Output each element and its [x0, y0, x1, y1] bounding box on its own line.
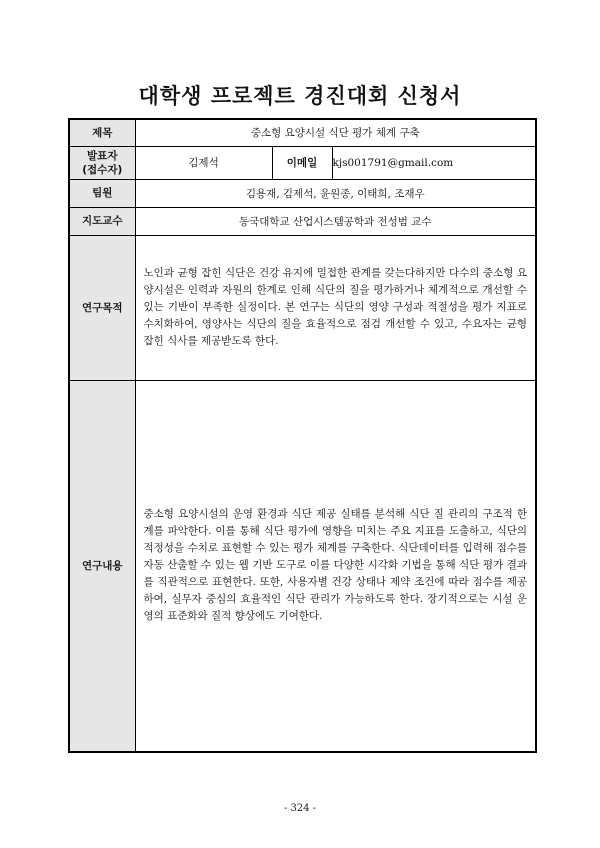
subject-label: 제목 — [69, 119, 135, 146]
advisor-value: 동국대학교 산업시스템공학과 전성범 교수 — [135, 207, 536, 235]
team-row — [69, 179, 536, 207]
advisor-label: 지도교수 — [69, 207, 135, 235]
presenter-label-line1: 발표자 — [87, 149, 118, 162]
page-number: - 324 - — [283, 803, 317, 814]
content-label: 연구내용 — [69, 380, 135, 752]
application-form — [68, 118, 537, 753]
subject-value: 중소형 요양시설 식단 평가 체계 구축 — [135, 119, 536, 146]
presenter-label-line2: (접수자) — [82, 163, 123, 176]
advisor-row — [69, 207, 536, 235]
team-label: 팀원 — [69, 179, 135, 207]
purpose-label: 연구목적 — [69, 235, 135, 380]
email-label: 이메일 — [272, 146, 332, 179]
presenter-label — [69, 146, 135, 179]
purpose-cell — [135, 235, 536, 380]
presenter-row — [69, 146, 536, 179]
subject-row — [69, 119, 536, 146]
presenter-name: 김제석 — [135, 146, 272, 179]
email-value: kjs001791@gmail.com — [332, 146, 536, 179]
purpose-text: 노인과 균형 잡힌 식단은 건강 유지에 밀접한 관계를 갖는다하지만 다수의 중소형 요양시설은 인력과 자원의 한계로 인해 식단의 질을 평가하거나 체계적으로 개선할 수 있는 기반이 부족한 실정이다. 본 연구는 식단의 영양 구성과 적절성을 평가 지표로 수치화하여, 영양사는 식단의 질을 효율적으로 점검 개선할 수 있고, 수요자는 균형 잡힌 식사를 제공받도록 한다. — [143, 267, 527, 347]
document-title: 대학생 프로젝트 경진대회 신청서 — [138, 84, 462, 108]
team-members: 김용재, 김제석, 윤원종, 이태희, 조재우 — [135, 179, 536, 207]
content-text: 중소형 요양시설의 운영 환경과 식단 제공 실태를 분석해 식단 질 관리의 구조적 한계를 파악한다. 이를 통해 식단 평가에 영향을 미치는 주요 지표를 도출하고, 식단의 적정성을 수치로 표현할 수 있는 평가 체계를 구축한다. 식단데이터를 입력해 점수를 자동 산출할 수 있는 웹 기반 도구로 이를 다양한 시각화 기법을 통해 식단 평가 결과를 직관적으로 표현한다. 또한, 사용자별 건강 상태나 제약 조건에 따라 점수를 제공하여, 실무자 중심의 효율적인 식단 관리가 가능하도록 한다. 장기적으로는 시설 운영의 표준화와 질적 향상에도 기여한다. — [143, 508, 527, 623]
content-row — [69, 380, 536, 752]
purpose-row — [69, 235, 536, 380]
content-cell — [135, 380, 536, 752]
